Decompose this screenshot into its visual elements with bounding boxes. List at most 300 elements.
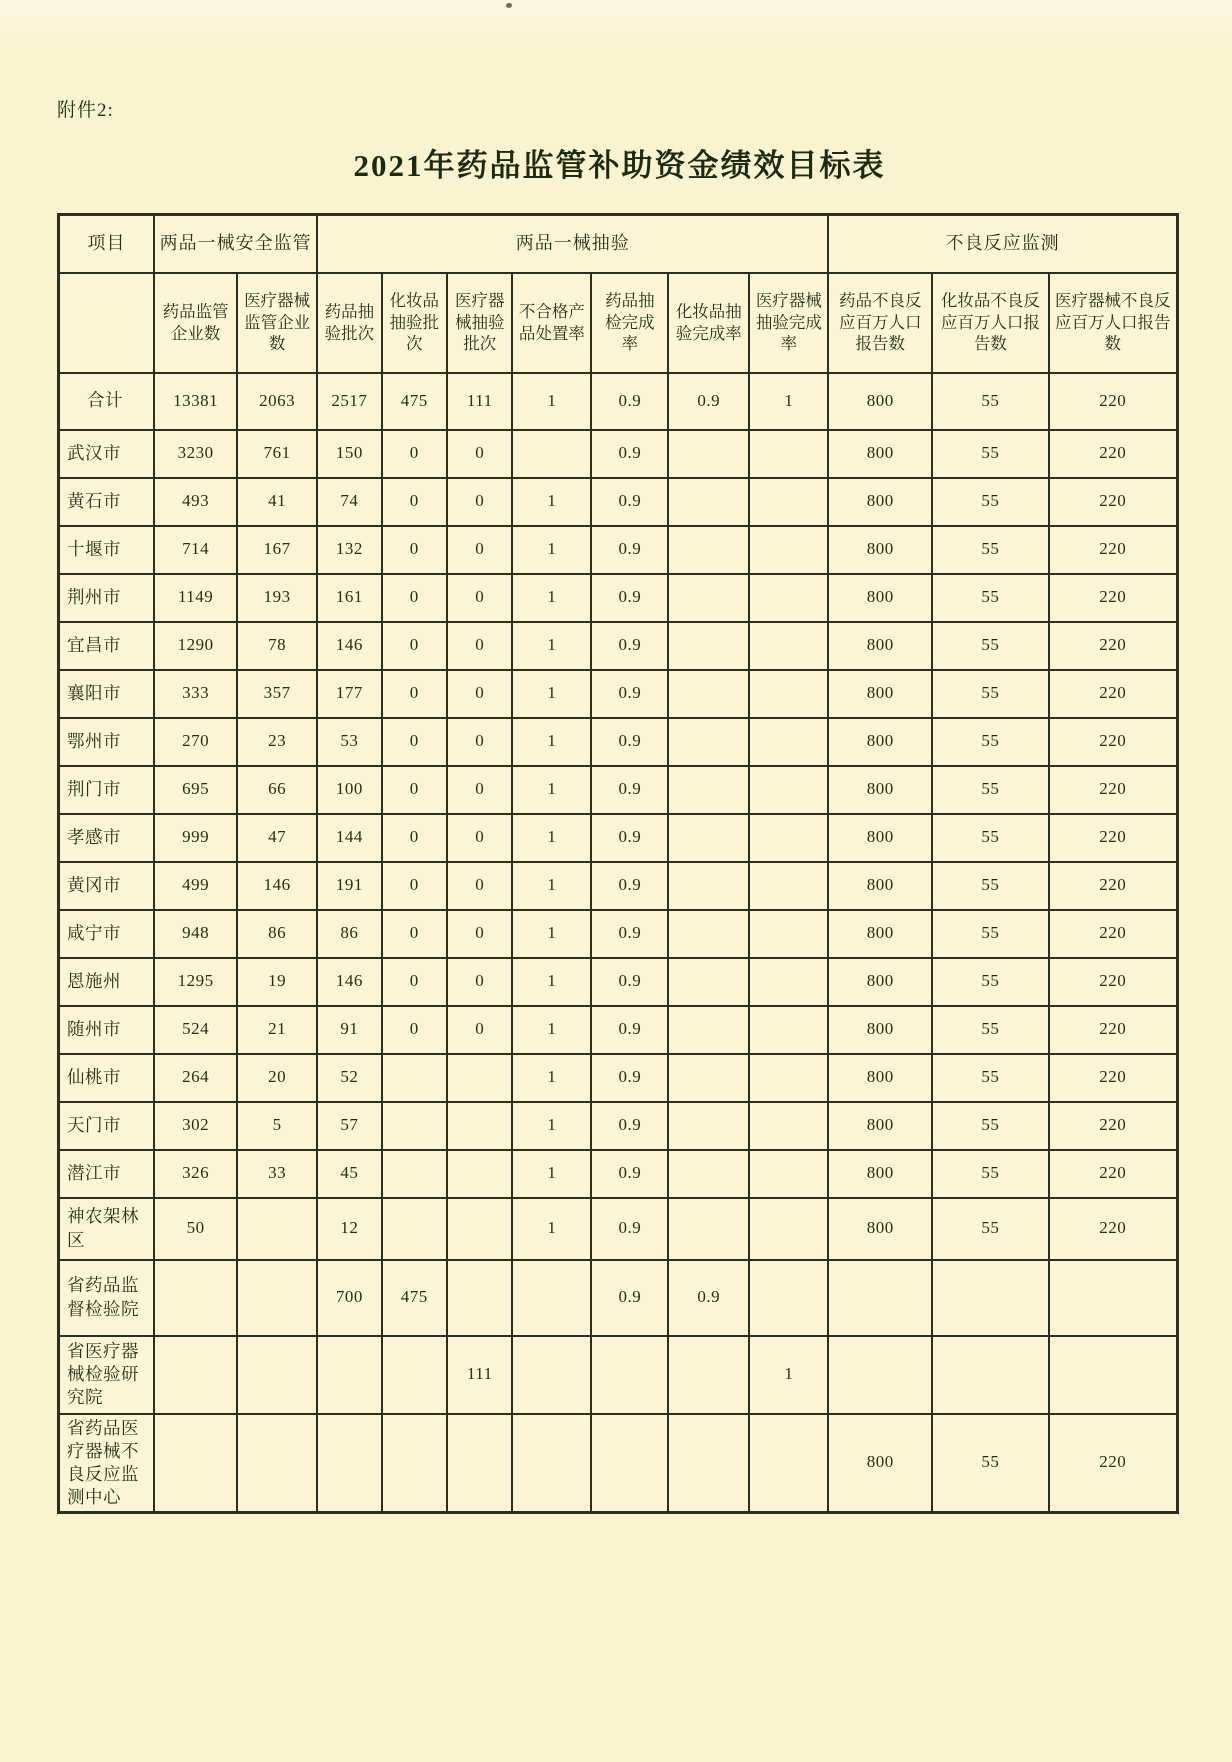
data-cell: 761 — [237, 430, 317, 478]
sub-header-cell: 不合格产品处置率 — [512, 273, 591, 373]
row-label: 恩施州 — [59, 958, 155, 1006]
data-cell: 475 — [382, 373, 447, 430]
data-cell — [317, 1336, 381, 1414]
data-cell — [668, 670, 749, 718]
data-cell — [447, 1260, 512, 1336]
data-cell: 0 — [447, 1006, 512, 1054]
data-cell: 999 — [154, 814, 237, 862]
data-cell — [668, 910, 749, 958]
data-cell: 55 — [932, 1150, 1048, 1198]
data-cell: 12 — [317, 1198, 381, 1260]
data-cell: 52 — [317, 1054, 381, 1102]
data-cell: 524 — [154, 1006, 237, 1054]
table-row — [59, 526, 1178, 574]
data-cell: 55 — [932, 958, 1048, 1006]
sub-header-cell: 药品监管企业数 — [154, 273, 237, 373]
data-cell: 800 — [828, 478, 932, 526]
data-cell: 0.9 — [591, 1150, 668, 1198]
table-row — [59, 1198, 1178, 1260]
data-cell — [668, 718, 749, 766]
data-cell: 0 — [447, 910, 512, 958]
data-cell: 1 — [749, 1336, 828, 1414]
data-cell — [1049, 1336, 1178, 1414]
data-cell — [668, 766, 749, 814]
data-cell — [749, 910, 828, 958]
data-cell: 1 — [512, 373, 591, 430]
data-cell: 800 — [828, 1054, 932, 1102]
data-cell: 0.9 — [591, 958, 668, 1006]
data-cell — [668, 1414, 749, 1513]
data-cell — [749, 622, 828, 670]
data-cell: 1 — [512, 526, 591, 574]
data-cell: 55 — [932, 622, 1048, 670]
data-cell: 78 — [237, 622, 317, 670]
table-row — [59, 814, 1178, 862]
data-cell: 0.9 — [591, 526, 668, 574]
data-cell: 55 — [932, 718, 1048, 766]
data-cell: 21 — [237, 1006, 317, 1054]
data-cell: 161 — [317, 574, 381, 622]
table-row — [59, 430, 1178, 478]
data-cell: 220 — [1049, 373, 1178, 430]
data-cell: 193 — [237, 574, 317, 622]
data-cell: 0 — [382, 766, 447, 814]
row-label: 省药品监督检验院 — [59, 1260, 155, 1336]
table-row — [59, 910, 1178, 958]
data-cell: 55 — [932, 766, 1048, 814]
row-label: 神农架林区 — [59, 1198, 155, 1260]
row-label: 合计 — [59, 373, 155, 430]
data-cell: 55 — [932, 373, 1048, 430]
data-cell — [382, 1336, 447, 1414]
table-row — [59, 1102, 1178, 1150]
data-cell: 55 — [932, 910, 1048, 958]
row-label: 十堰市 — [59, 526, 155, 574]
data-cell: 1 — [512, 910, 591, 958]
data-cell: 800 — [828, 622, 932, 670]
data-cell — [1049, 1260, 1178, 1336]
data-cell — [668, 862, 749, 910]
data-cell — [749, 766, 828, 814]
data-cell: 0 — [382, 1006, 447, 1054]
data-cell: 91 — [317, 1006, 381, 1054]
data-cell — [447, 1054, 512, 1102]
data-cell: 333 — [154, 670, 237, 718]
data-cell: 1 — [512, 1054, 591, 1102]
data-cell — [749, 1102, 828, 1150]
data-cell: 2063 — [237, 373, 317, 430]
data-cell — [668, 1006, 749, 1054]
data-cell: 220 — [1049, 1150, 1178, 1198]
group-header-cell: 两品一械抽验 — [317, 215, 828, 273]
data-cell — [668, 478, 749, 526]
data-cell: 100 — [317, 766, 381, 814]
data-cell: 800 — [828, 1102, 932, 1150]
data-cell — [382, 1414, 447, 1513]
group-header-row — [59, 215, 1178, 273]
data-cell — [828, 1336, 932, 1414]
group-header-cell: 项目 — [59, 215, 155, 273]
data-cell — [317, 1414, 381, 1513]
data-cell: 55 — [932, 670, 1048, 718]
data-cell: 1 — [512, 814, 591, 862]
data-cell — [447, 1198, 512, 1260]
table-row — [59, 1006, 1178, 1054]
data-cell — [237, 1414, 317, 1513]
table-row — [59, 478, 1178, 526]
data-cell: 0.9 — [591, 1006, 668, 1054]
data-cell: 357 — [237, 670, 317, 718]
data-cell — [749, 526, 828, 574]
data-cell — [749, 1414, 828, 1513]
data-cell: 220 — [1049, 1006, 1178, 1054]
data-cell: 86 — [317, 910, 381, 958]
data-cell: 800 — [828, 862, 932, 910]
data-cell: 0.9 — [591, 574, 668, 622]
data-cell: 0 — [447, 574, 512, 622]
data-cell — [932, 1260, 1048, 1336]
data-cell: 0.9 — [591, 373, 668, 430]
data-cell: 55 — [932, 1198, 1048, 1260]
sub-header-cell: 医疗器械抽验完成率 — [749, 273, 828, 373]
data-cell: 0.9 — [591, 622, 668, 670]
data-cell: 1 — [512, 958, 591, 1006]
table-row — [59, 574, 1178, 622]
data-cell: 0.9 — [591, 1260, 668, 1336]
data-cell: 800 — [828, 1414, 932, 1513]
data-cell — [668, 814, 749, 862]
data-cell — [668, 622, 749, 670]
data-cell: 800 — [828, 958, 932, 1006]
row-label: 省医疗器械检验研究院 — [59, 1336, 155, 1414]
table-row — [59, 1260, 1178, 1336]
data-cell — [382, 1150, 447, 1198]
table-head — [59, 215, 1178, 373]
data-cell: 146 — [317, 958, 381, 1006]
data-cell: 50 — [154, 1198, 237, 1260]
sub-header-cell: 医疗器械不良反应百万人口报告数 — [1049, 273, 1178, 373]
data-cell: 0 — [447, 814, 512, 862]
data-cell — [512, 1414, 591, 1513]
data-cell: 220 — [1049, 910, 1178, 958]
data-cell: 55 — [932, 430, 1048, 478]
data-cell: 86 — [237, 910, 317, 958]
data-cell — [749, 670, 828, 718]
data-cell: 177 — [317, 670, 381, 718]
table-row — [59, 1414, 1178, 1513]
data-cell: 132 — [317, 526, 381, 574]
data-cell — [237, 1336, 317, 1414]
data-cell: 0.9 — [591, 430, 668, 478]
data-cell: 800 — [828, 574, 932, 622]
data-cell — [382, 1198, 447, 1260]
data-cell: 800 — [828, 526, 932, 574]
data-cell: 0 — [382, 958, 447, 1006]
row-label: 黄冈市 — [59, 862, 155, 910]
data-cell: 499 — [154, 862, 237, 910]
data-cell — [668, 430, 749, 478]
data-cell: 1 — [749, 373, 828, 430]
data-cell — [749, 862, 828, 910]
data-cell: 714 — [154, 526, 237, 574]
data-cell: 1 — [512, 766, 591, 814]
data-cell: 1295 — [154, 958, 237, 1006]
table-row — [59, 958, 1178, 1006]
data-cell — [749, 478, 828, 526]
data-cell: 220 — [1049, 862, 1178, 910]
data-cell — [749, 718, 828, 766]
data-cell: 23 — [237, 718, 317, 766]
data-cell: 0.9 — [591, 718, 668, 766]
data-cell: 220 — [1049, 478, 1178, 526]
data-cell — [749, 574, 828, 622]
data-cell — [749, 1054, 828, 1102]
data-cell: 3230 — [154, 430, 237, 478]
data-cell: 1 — [512, 1006, 591, 1054]
data-cell: 220 — [1049, 1054, 1178, 1102]
sub-header-cell: 医疗器械抽验批次 — [447, 273, 512, 373]
data-cell — [154, 1260, 237, 1336]
data-cell: 0 — [447, 670, 512, 718]
data-cell — [154, 1414, 237, 1513]
data-cell: 0.9 — [591, 1102, 668, 1150]
data-cell: 220 — [1049, 1414, 1178, 1513]
table-row — [59, 670, 1178, 718]
sub-header-empty-cell — [59, 273, 155, 373]
data-cell: 0 — [447, 526, 512, 574]
group-header-cell: 两品一械安全监管 — [154, 215, 317, 273]
data-cell — [447, 1150, 512, 1198]
table-row — [59, 1336, 1178, 1414]
data-cell — [668, 1198, 749, 1260]
data-cell: 220 — [1049, 958, 1178, 1006]
data-cell: 55 — [932, 478, 1048, 526]
data-cell: 55 — [932, 1414, 1048, 1513]
data-cell: 0.9 — [591, 1054, 668, 1102]
data-cell — [154, 1336, 237, 1414]
data-cell — [668, 1336, 749, 1414]
data-cell: 0.9 — [591, 862, 668, 910]
data-cell: 0 — [447, 718, 512, 766]
row-label: 潜江市 — [59, 1150, 155, 1198]
data-cell: 5 — [237, 1102, 317, 1150]
sub-header-cell: 药品抽检完成率 — [591, 273, 668, 373]
data-cell: 0 — [382, 814, 447, 862]
data-cell: 20 — [237, 1054, 317, 1102]
data-cell — [749, 958, 828, 1006]
data-cell: 0 — [382, 862, 447, 910]
page-title: 2021年药品监管补助资金绩效目标表 — [353, 148, 886, 183]
sub-header-cell: 化妆品不良反应百万人口报告数 — [932, 273, 1048, 373]
data-cell — [828, 1260, 932, 1336]
data-cell — [382, 1054, 447, 1102]
data-cell: 220 — [1049, 670, 1178, 718]
data-cell: 55 — [932, 526, 1048, 574]
data-cell — [749, 430, 828, 478]
row-label: 襄阳市 — [59, 670, 155, 718]
group-header-cell: 不良反应监测 — [828, 215, 1177, 273]
data-cell: 220 — [1049, 1102, 1178, 1150]
data-cell: 1 — [512, 1150, 591, 1198]
row-label: 随州市 — [59, 1006, 155, 1054]
data-cell — [668, 526, 749, 574]
data-cell: 1 — [512, 1198, 591, 1260]
data-cell — [668, 958, 749, 1006]
data-cell: 1 — [512, 478, 591, 526]
data-cell: 326 — [154, 1150, 237, 1198]
data-cell: 0.9 — [591, 1198, 668, 1260]
row-label: 鄂州市 — [59, 718, 155, 766]
table-row — [59, 622, 1178, 670]
table-row — [59, 766, 1178, 814]
data-cell: 220 — [1049, 766, 1178, 814]
data-cell — [447, 1102, 512, 1150]
data-cell: 0 — [382, 430, 447, 478]
data-cell: 55 — [932, 1054, 1048, 1102]
row-label: 宜昌市 — [59, 622, 155, 670]
data-cell: 0.9 — [591, 766, 668, 814]
data-cell: 220 — [1049, 622, 1178, 670]
data-cell — [237, 1198, 317, 1260]
data-cell: 74 — [317, 478, 381, 526]
data-cell: 493 — [154, 478, 237, 526]
sub-header-row — [59, 273, 1178, 373]
data-cell: 948 — [154, 910, 237, 958]
table-row — [59, 718, 1178, 766]
data-cell — [382, 1102, 447, 1150]
data-cell: 220 — [1049, 526, 1178, 574]
data-cell: 45 — [317, 1150, 381, 1198]
data-cell: 1 — [512, 1102, 591, 1150]
data-cell: 800 — [828, 718, 932, 766]
data-cell: 270 — [154, 718, 237, 766]
data-cell: 0 — [382, 910, 447, 958]
data-cell: 0 — [447, 430, 512, 478]
data-cell: 220 — [1049, 1198, 1178, 1260]
data-cell — [749, 814, 828, 862]
data-cell: 695 — [154, 766, 237, 814]
data-cell: 0.9 — [668, 1260, 749, 1336]
data-cell: 302 — [154, 1102, 237, 1150]
row-label: 荆门市 — [59, 766, 155, 814]
data-cell — [591, 1336, 668, 1414]
data-cell: 167 — [237, 526, 317, 574]
data-cell: 111 — [447, 1336, 512, 1414]
data-cell — [668, 574, 749, 622]
data-cell: 55 — [932, 862, 1048, 910]
data-cell: 1149 — [154, 574, 237, 622]
data-cell: 800 — [828, 1006, 932, 1054]
data-cell: 57 — [317, 1102, 381, 1150]
data-cell: 220 — [1049, 430, 1178, 478]
data-cell: 1 — [512, 622, 591, 670]
row-label: 黄石市 — [59, 478, 155, 526]
data-cell: 1 — [512, 862, 591, 910]
data-cell — [237, 1260, 317, 1336]
data-cell: 0 — [447, 766, 512, 814]
row-label: 孝感市 — [59, 814, 155, 862]
data-cell: 800 — [828, 670, 932, 718]
data-cell: 13381 — [154, 373, 237, 430]
data-cell: 1290 — [154, 622, 237, 670]
attachment-label: 附件2: — [57, 100, 114, 121]
data-cell — [512, 1260, 591, 1336]
data-cell: 111 — [447, 373, 512, 430]
row-label: 武汉市 — [59, 430, 155, 478]
row-label: 咸宁市 — [59, 910, 155, 958]
data-cell: 0 — [382, 670, 447, 718]
data-cell: 0.9 — [591, 478, 668, 526]
sub-header-cell: 化妆品抽验完成率 — [668, 273, 749, 373]
data-cell — [668, 1054, 749, 1102]
data-cell: 0.9 — [591, 910, 668, 958]
data-cell: 191 — [317, 862, 381, 910]
sub-header-cell: 药品抽验批次 — [317, 273, 381, 373]
data-cell: 55 — [932, 1006, 1048, 1054]
row-label: 荆州市 — [59, 574, 155, 622]
data-cell: 0 — [382, 478, 447, 526]
data-cell: 0 — [382, 718, 447, 766]
data-cell: 55 — [932, 1102, 1048, 1150]
data-cell: 800 — [828, 373, 932, 430]
data-cell: 264 — [154, 1054, 237, 1102]
table-row — [59, 1054, 1178, 1102]
row-label: 天门市 — [59, 1102, 155, 1150]
data-cell: 150 — [317, 430, 381, 478]
data-cell — [512, 1336, 591, 1414]
data-cell: 144 — [317, 814, 381, 862]
table-row — [59, 1150, 1178, 1198]
data-cell — [668, 1102, 749, 1150]
performance-target-table — [57, 213, 1179, 1514]
sub-header-cell: 药品不良反应百万人口报告数 — [828, 273, 932, 373]
sub-header-cell: 医疗器械监管企业数 — [237, 273, 317, 373]
data-cell — [932, 1336, 1048, 1414]
table-body — [59, 373, 1178, 1513]
data-cell: 33 — [237, 1150, 317, 1198]
data-cell — [668, 1150, 749, 1198]
data-cell: 800 — [828, 1150, 932, 1198]
data-cell: 0 — [447, 478, 512, 526]
data-cell: 220 — [1049, 814, 1178, 862]
data-cell: 0.9 — [591, 814, 668, 862]
data-cell — [749, 1198, 828, 1260]
data-cell — [512, 430, 591, 478]
data-cell: 19 — [237, 958, 317, 1006]
data-cell: 800 — [828, 430, 932, 478]
data-cell: 53 — [317, 718, 381, 766]
data-cell — [447, 1414, 512, 1513]
data-cell: 0 — [382, 526, 447, 574]
data-cell: 41 — [237, 478, 317, 526]
table-row — [59, 373, 1178, 430]
data-cell: 1 — [512, 574, 591, 622]
row-label: 仙桃市 — [59, 1054, 155, 1102]
data-cell: 146 — [237, 862, 317, 910]
data-cell: 700 — [317, 1260, 381, 1336]
data-cell — [749, 1006, 828, 1054]
data-cell: 1 — [512, 718, 591, 766]
data-cell: 2517 — [317, 373, 381, 430]
data-cell: 800 — [828, 814, 932, 862]
data-cell: 800 — [828, 910, 932, 958]
data-cell: 0 — [382, 622, 447, 670]
data-cell: 55 — [932, 814, 1048, 862]
data-cell — [591, 1414, 668, 1513]
data-cell: 475 — [382, 1260, 447, 1336]
data-cell: 0.9 — [668, 373, 749, 430]
data-cell: 66 — [237, 766, 317, 814]
